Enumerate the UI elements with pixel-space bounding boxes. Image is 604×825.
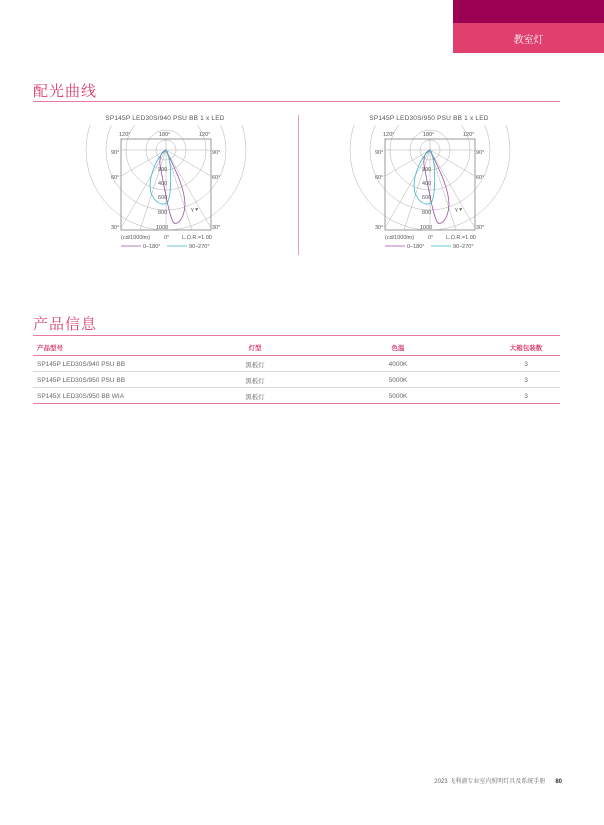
col-header-cct: 色温: [304, 340, 492, 356]
cell-model: SP145P LED30S/940 PSU BB: [33, 356, 206, 372]
gamma-label: γ ▾: [191, 207, 199, 213]
polar-diagram-1: [45, 115, 285, 260]
angle-label: 90°: [476, 150, 485, 156]
zero-angle-label: 0°: [164, 235, 170, 241]
cell-type: 黑板灯: [206, 372, 304, 388]
cell-cct: 5000K: [304, 388, 492, 404]
angle-label: 60°: [476, 175, 485, 181]
cell-model: SP145P LED30S/950 PSU BB: [33, 372, 206, 388]
cell-pack-qty: 3: [492, 372, 560, 388]
angle-label: 30°: [375, 225, 384, 231]
lor-label: L.O.R.=1.00: [182, 235, 212, 241]
table-header-row: [33, 340, 560, 356]
angle-label: 30°: [212, 225, 221, 231]
top-brand-bar: [453, 0, 604, 23]
ring-label: 1000: [420, 225, 433, 231]
col-header-pack-qty: 大箱包装数: [492, 340, 560, 356]
cell-cct: 4000K: [304, 356, 492, 372]
angle-label: 120°: [119, 132, 131, 138]
page-footer: [434, 776, 562, 785]
cell-type: 黑板灯: [206, 388, 304, 404]
legend-label: 90–270°: [453, 244, 474, 250]
product-table: [33, 340, 560, 404]
gamma-label: γ ▾: [455, 207, 463, 213]
diagram-divider: [298, 115, 299, 255]
section-title-light-distribution: 配光曲线: [33, 83, 98, 100]
polar-diagram-2: [309, 115, 549, 260]
cell-cct: 5000K: [304, 372, 492, 388]
angle-label: 180°: [159, 132, 171, 138]
category-tab[interactable]: 教室灯: [453, 23, 604, 53]
angle-label: 120°: [463, 132, 475, 138]
polar-chart-svg: [45, 125, 285, 260]
angle-label: 120°: [199, 132, 211, 138]
angle-label: 60°: [212, 175, 221, 181]
cell-pack-qty: 3: [492, 388, 560, 404]
angle-label: 120°: [383, 132, 395, 138]
unit-label: (cd/1000lm): [385, 235, 415, 241]
angle-label: 90°: [212, 150, 221, 156]
angle-label: 90°: [111, 150, 120, 156]
section-divider: [33, 101, 560, 102]
angle-label: 30°: [476, 225, 485, 231]
angle-label: 30°: [111, 225, 120, 231]
ring-label: 200: [422, 167, 432, 173]
legend-label: 0–180°: [143, 244, 161, 250]
angle-label: 60°: [111, 175, 120, 181]
diagram-title: SP145P LED30S/940 PSU BB 1 x LED: [105, 115, 225, 122]
section-title-product-info: 产品信息: [33, 316, 98, 333]
col-header-model: 产品型号: [33, 340, 206, 356]
footer-text: 2023 飞利浦专业室内照明灯具及系统手册: [434, 779, 546, 785]
cell-model: SP145X LED30S/950 BB WIA: [33, 388, 206, 404]
polar-chart-svg: [309, 125, 549, 260]
ring-label: 1000: [156, 225, 169, 231]
diagram-title: SP145P LED30S/950 PSU BB 1 x LED: [369, 115, 489, 122]
ring-label: 400: [422, 181, 432, 187]
ring-label: 200: [158, 167, 168, 173]
table-row: [33, 356, 560, 372]
col-header-type: 灯型: [206, 340, 304, 356]
ring-label: 800: [422, 210, 432, 216]
cell-type: 黑板灯: [206, 356, 304, 372]
table-row: [33, 388, 560, 404]
legend-label: 0–180°: [407, 244, 425, 250]
angle-label: 90°: [375, 150, 384, 156]
legend-label: 90–270°: [189, 244, 210, 250]
ring-label: 600: [422, 195, 432, 201]
angle-label: 180°: [423, 132, 435, 138]
lor-label: L.O.R.=1.00: [446, 235, 476, 241]
angle-label: 60°: [375, 175, 384, 181]
unit-label: (cd/1000lm): [121, 235, 151, 241]
ring-label: 600: [158, 195, 168, 201]
zero-angle-label: 0°: [428, 235, 434, 241]
ring-label: 400: [158, 181, 168, 187]
ring-label: 800: [158, 210, 168, 216]
table-row: [33, 372, 560, 388]
cell-pack-qty: 3: [492, 356, 560, 372]
page-number: 80: [555, 779, 562, 785]
section-divider: [33, 335, 560, 336]
